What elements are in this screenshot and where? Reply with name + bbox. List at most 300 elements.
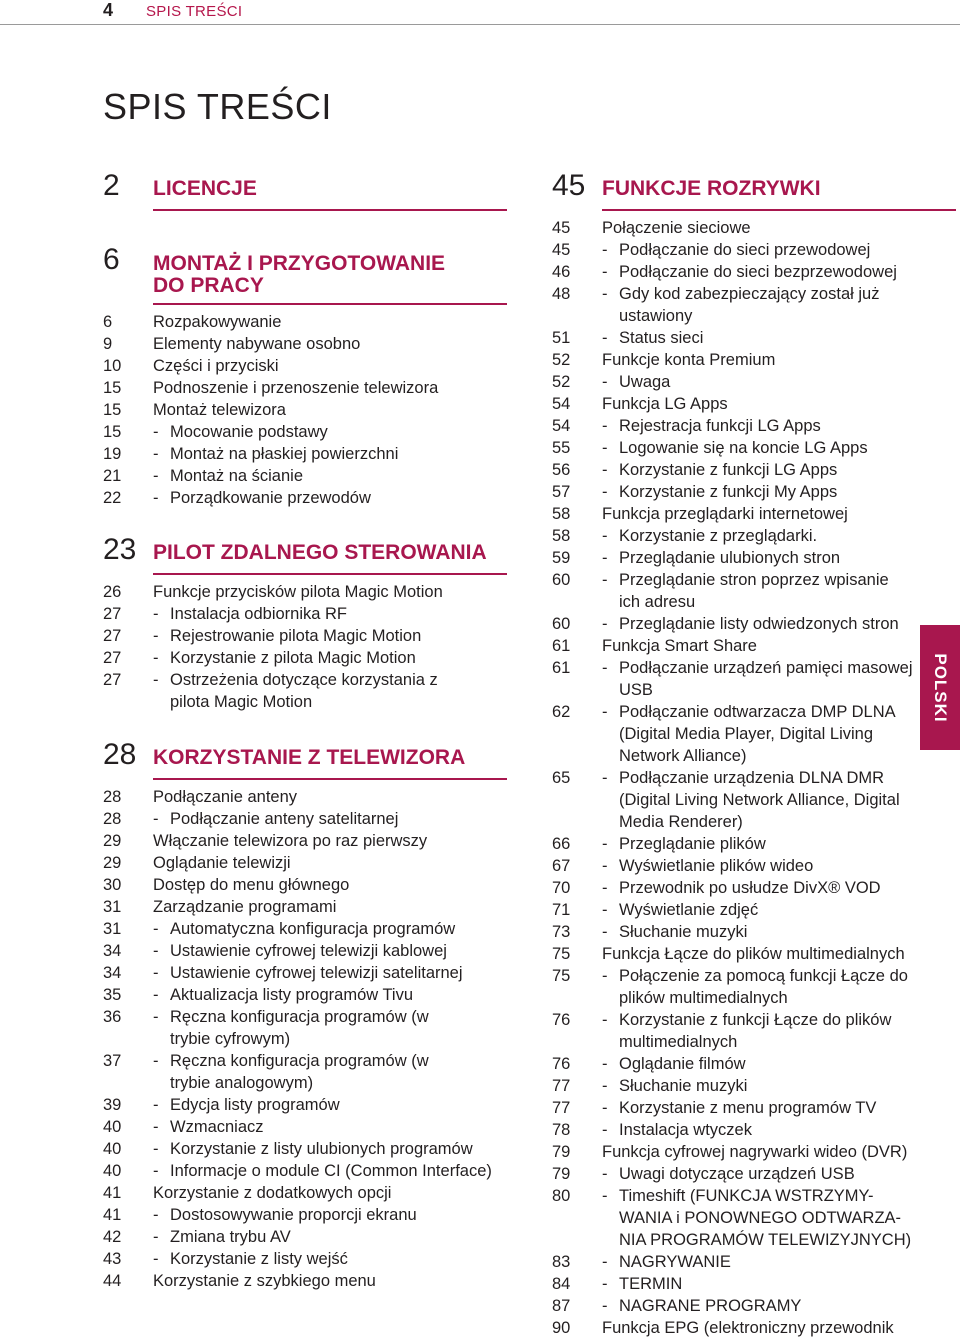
subentry-dash: - <box>602 1165 608 1183</box>
entry-text-wrap <box>153 669 513 713</box>
entry-label: Wyświetlanie zdjęć <box>619 901 759 919</box>
entry-text-wrap <box>602 1009 960 1053</box>
entry-page-number: 54 <box>552 395 571 413</box>
toc-entry[interactable] <box>103 852 513 874</box>
section-title[interactable]: MONTAŻ I PRZYGOTOWANIE DO PRACY <box>153 252 446 297</box>
toc-entry[interactable] <box>103 786 513 808</box>
toc-subentry[interactable] <box>103 1160 513 1182</box>
subentry-dash: - <box>602 923 608 941</box>
entry-text-wrap <box>602 1273 960 1295</box>
entry-label: Ręczna konfiguracja programów (w trybie cyfrowym) <box>170 1008 429 1048</box>
entry-label: Przeglądanie stron poprzez wpisanie ich adresu <box>619 571 889 611</box>
entry-label: Funkcja przeglądarki internetowej <box>602 505 848 523</box>
entry-page-number: 6 <box>103 313 113 331</box>
toc-subentry[interactable] <box>552 239 960 261</box>
toc-subentry[interactable] <box>103 1050 513 1094</box>
entry-label: Funkcje konta Premium <box>602 351 776 369</box>
entry-page-number: 28 <box>103 810 122 828</box>
entry-label: Oglądanie telewizji <box>153 854 291 872</box>
header-divider <box>0 24 960 25</box>
toc-subentry[interactable] <box>552 569 960 613</box>
subentry-dash: - <box>602 1121 608 1139</box>
toc-subentry[interactable] <box>103 984 513 1006</box>
toc-subentry[interactable] <box>552 855 960 877</box>
entry-label: Uwagi dotyczące urządzeń USB <box>619 1165 855 1183</box>
subentry-dash: - <box>153 1008 159 1026</box>
entry-text-wrap <box>153 962 513 984</box>
toc-entry[interactable] <box>103 581 513 603</box>
toc-subentry[interactable] <box>103 669 513 713</box>
toc-subentry[interactable] <box>552 767 960 833</box>
entry-label: Podłączanie do sieci bezprzewodowej <box>619 263 897 281</box>
subentry-dash: - <box>602 1297 608 1315</box>
toc-subentry[interactable] <box>103 918 513 940</box>
entry-label: Połączenie za pomocą funkcji Łącze do plików multimedialnych <box>619 967 908 1007</box>
entry-text-wrap <box>153 647 513 669</box>
entry-label: Podłączanie anteny <box>153 788 298 806</box>
toc-entry[interactable] <box>552 1141 960 1163</box>
entry-page-number: 84 <box>552 1275 571 1293</box>
toc-subentry[interactable] <box>552 525 960 547</box>
entry-text-wrap <box>602 1097 960 1119</box>
entry-page-number: 54 <box>552 417 571 435</box>
entry-page-number: 28 <box>103 788 122 806</box>
subentry-dash: - <box>602 1055 608 1073</box>
entry-label: Elementy nabywane osobno <box>153 335 361 353</box>
entry-page-number: 77 <box>552 1077 571 1095</box>
toc-subentry[interactable] <box>103 1204 513 1226</box>
toc-subentry[interactable] <box>552 1295 960 1317</box>
subentry-dash: - <box>153 810 159 828</box>
entry-text-wrap <box>153 896 513 918</box>
entry-page-number: 40 <box>103 1140 122 1158</box>
toc-subentry[interactable] <box>103 625 513 647</box>
entry-text-wrap <box>153 581 513 603</box>
entry-page-number: 40 <box>103 1162 122 1180</box>
entry-label: Timeshift (FUNKCJA WSTRZYMY- WANIA i PONOWNEGO ODTWARZA- NIA PROGRAMÓW TELEWIZYJNYCH) <box>619 1187 912 1249</box>
entry-label: Funkcja Smart Share <box>602 637 757 655</box>
toc-subentry[interactable] <box>103 1226 513 1248</box>
entry-text-wrap <box>602 1185 960 1251</box>
entry-page-number: 27 <box>103 649 122 667</box>
section-underline <box>153 573 507 575</box>
entry-text-wrap <box>153 625 513 647</box>
toc-subentry[interactable] <box>103 1138 513 1160</box>
entry-text-wrap <box>153 984 513 1006</box>
entry-label: Korzystanie z pilota Magic Motion <box>170 649 416 667</box>
page-title: SPIS TREŚCI <box>103 86 332 127</box>
entry-text-wrap <box>602 1295 960 1317</box>
entry-text-wrap <box>602 217 960 239</box>
entry-text-wrap <box>153 786 513 808</box>
toc-subentry[interactable] <box>103 465 513 487</box>
toc-subentry[interactable] <box>103 603 513 625</box>
subentry-dash: - <box>602 879 608 897</box>
entry-text-wrap <box>153 1050 513 1094</box>
entry-label: Aktualizacja listy programów Tivu <box>170 986 414 1004</box>
entry-label: Korzystanie z listy wejść <box>170 1250 348 1268</box>
toc-subentry[interactable] <box>552 921 960 943</box>
subentry-dash: - <box>602 527 608 545</box>
toc-subentry[interactable] <box>552 261 960 283</box>
subentry-dash: - <box>602 1077 608 1095</box>
entry-page-number: 52 <box>552 373 571 391</box>
entry-label: Korzystanie z funkcji Łącze do plików multimedialnych <box>619 1011 892 1051</box>
entry-page-number: 26 <box>103 583 122 601</box>
entry-page-number: 21 <box>103 467 122 485</box>
toc-entry[interactable] <box>552 635 960 657</box>
entry-label: Ustawienie cyfrowej telewizji satelitarnej <box>170 964 463 982</box>
toc-entry[interactable] <box>103 377 513 399</box>
entry-label: Uwaga <box>619 373 671 391</box>
entry-page-number: 34 <box>103 964 122 982</box>
entry-text-wrap <box>602 503 960 525</box>
toc-subentry[interactable] <box>552 1119 960 1141</box>
toc-subentry[interactable] <box>552 1251 960 1273</box>
entry-label: Podłączanie anteny satelitarnej <box>170 810 399 828</box>
entry-label: Oglądanie filmów <box>619 1055 746 1073</box>
toc-subentry[interactable] <box>552 371 960 393</box>
section-heading <box>103 243 513 305</box>
entry-text-wrap <box>153 443 513 465</box>
entry-label: Mocowanie podstawy <box>170 423 328 441</box>
toc-entry[interactable] <box>103 333 513 355</box>
entry-text-wrap <box>602 965 960 1009</box>
subentry-dash: - <box>602 571 608 589</box>
toc-subentry[interactable] <box>552 1163 960 1185</box>
entry-page-number: 31 <box>103 920 122 938</box>
entry-text-wrap <box>153 1138 513 1160</box>
entry-text-wrap <box>602 1163 960 1185</box>
subentry-dash: - <box>602 373 608 391</box>
toc-entry[interactable] <box>552 393 960 415</box>
entry-page-number: 29 <box>103 832 122 850</box>
entry-page-number: 60 <box>552 571 571 589</box>
entry-label: Wzmacniacz <box>170 1118 264 1136</box>
entry-label: Automatyczna konfiguracja programów <box>170 920 456 938</box>
entry-label: Zmiana trybu AV <box>170 1228 291 1246</box>
subentry-dash: - <box>602 703 608 721</box>
subentry-dash: - <box>602 659 608 677</box>
entry-page-number: 46 <box>552 263 571 281</box>
section-page-number[interactable]: 45 <box>552 169 586 202</box>
section-heading <box>103 171 513 211</box>
entry-page-number: 76 <box>552 1055 571 1073</box>
entry-page-number: 36 <box>103 1008 122 1026</box>
toc-entry[interactable] <box>103 355 513 377</box>
entry-label: Części i przyciski <box>153 357 279 375</box>
entry-text-wrap <box>602 459 960 481</box>
entry-text-wrap <box>153 808 513 830</box>
entry-page-number: 51 <box>552 329 571 347</box>
entry-page-number: 77 <box>552 1099 571 1117</box>
toc-section <box>552 171 960 1339</box>
entry-page-number: 42 <box>103 1228 122 1246</box>
entry-text-wrap <box>602 899 960 921</box>
subentry-dash: - <box>602 769 608 787</box>
toc-subentry[interactable] <box>552 415 960 437</box>
toc-subentry[interactable] <box>552 459 960 481</box>
entry-label: Funkcja cyfrowej nagrywarki wideo (DVR) <box>602 1143 908 1161</box>
entry-page-number: 31 <box>103 898 122 916</box>
entry-text-wrap <box>153 1270 513 1292</box>
entry-page-number: 55 <box>552 439 571 457</box>
entry-page-number: 61 <box>552 659 571 677</box>
subentry-dash: - <box>153 1140 159 1158</box>
entry-label: Montaż na płaskiej powierzchni <box>170 445 399 463</box>
entry-text-wrap <box>153 399 513 421</box>
entry-text-wrap <box>602 327 960 349</box>
entry-text-wrap <box>602 635 960 657</box>
entry-label: Funkcje przycisków pilota Magic Motion <box>153 583 443 601</box>
subentry-dash: - <box>153 1228 159 1246</box>
toc-entry[interactable] <box>552 943 960 965</box>
entry-page-number: 44 <box>103 1272 122 1290</box>
entry-page-number: 41 <box>103 1206 122 1224</box>
language-tab-label: POLSKI <box>931 652 950 723</box>
entry-label: Korzystanie z przeglądarki. <box>619 527 818 545</box>
subentry-dash: - <box>153 1250 159 1268</box>
entry-label: Włączanie telewizora po raz pierwszy <box>153 832 428 850</box>
section-heading <box>103 535 513 575</box>
toc-section <box>103 740 513 1292</box>
entry-page-number: 60 <box>552 615 571 633</box>
entry-label: Podłączanie odtwarzacza DMP DLNA (Digital Media Player, Digital Living Network Alliance) <box>619 703 896 765</box>
section-title[interactable]: FUNKCJE ROZRYWKI <box>602 177 821 200</box>
entry-page-number: 9 <box>103 335 113 353</box>
toc-entry[interactable] <box>552 503 960 525</box>
entry-text-wrap <box>153 1116 513 1138</box>
toc-subentry[interactable] <box>552 481 960 503</box>
entry-page-number: 37 <box>103 1052 122 1070</box>
toc-subentry[interactable] <box>103 962 513 984</box>
toc-subentry[interactable] <box>552 283 960 327</box>
subentry-dash: - <box>602 1187 608 1205</box>
subentry-dash: - <box>602 835 608 853</box>
entry-text-wrap <box>153 603 513 625</box>
toc-subentry[interactable] <box>103 1116 513 1138</box>
entry-text-wrap <box>602 239 960 261</box>
entry-page-number: 10 <box>103 357 122 375</box>
entry-page-number: 90 <box>552 1319 571 1337</box>
section-underline <box>153 303 507 305</box>
section-page-number[interactable]: 23 <box>103 533 137 566</box>
toc-entry[interactable] <box>103 1182 513 1204</box>
toc-entry[interactable] <box>552 217 960 239</box>
entry-text-wrap <box>153 377 513 399</box>
entry-label: Słuchanie muzyki <box>619 1077 748 1095</box>
toc-entry[interactable] <box>552 349 960 371</box>
toc-subentry[interactable] <box>103 1094 513 1116</box>
entry-text-wrap <box>602 547 960 569</box>
entry-list <box>103 311 513 509</box>
entry-label: Rejestrowanie pilota Magic Motion <box>170 627 422 645</box>
entry-label: Ustawienie cyfrowej telewizji kablowej <box>170 942 447 960</box>
toc-section <box>103 171 513 211</box>
entry-label: Wyświetlanie plików wideo <box>619 857 814 875</box>
toc-subentry[interactable] <box>103 1248 513 1270</box>
entry-page-number: 75 <box>552 945 571 963</box>
toc-subentry[interactable] <box>552 701 960 767</box>
entry-page-number: 15 <box>103 401 122 419</box>
toc-subentry[interactable] <box>552 877 960 899</box>
section-underline <box>153 778 507 780</box>
entry-text-wrap <box>602 1119 960 1141</box>
entry-text-wrap <box>153 1160 513 1182</box>
toc-subentry[interactable] <box>103 487 513 509</box>
entry-text-wrap <box>602 1075 960 1097</box>
toc-entry[interactable] <box>103 399 513 421</box>
entry-label: Połączenie sieciowe <box>602 219 751 237</box>
toc-subentry[interactable] <box>552 547 960 569</box>
toc-section <box>103 243 513 509</box>
subentry-dash: - <box>602 1099 608 1117</box>
subentry-dash: - <box>153 627 159 645</box>
toc-subentry[interactable] <box>552 1053 960 1075</box>
toc-subentry[interactable] <box>552 965 960 1009</box>
section-page-number[interactable]: 6 <box>103 243 120 276</box>
toc-subentry[interactable] <box>103 940 513 962</box>
entry-label: NAGRANE PROGRAMY <box>619 1297 802 1315</box>
toc-subentry[interactable] <box>103 421 513 443</box>
entry-page-number: 34 <box>103 942 122 960</box>
toc-subentry[interactable] <box>552 327 960 349</box>
toc-subentry[interactable] <box>103 443 513 465</box>
entry-label: Porządkowanie przewodów <box>170 489 371 507</box>
entry-text-wrap <box>602 1141 960 1163</box>
entry-page-number: 30 <box>103 876 122 894</box>
toc-subentry[interactable] <box>552 1009 960 1053</box>
entry-label: Logowanie się na koncie LG Apps <box>619 439 868 457</box>
section-underline <box>602 209 956 211</box>
entry-text-wrap <box>602 415 960 437</box>
entry-label: Korzystanie z listy ulubionych programów <box>170 1140 473 1158</box>
entry-text-wrap <box>602 767 960 833</box>
entry-page-number: 70 <box>552 879 571 897</box>
entry-text-wrap <box>153 355 513 377</box>
entry-label: Rejestracja funkcji LG Apps <box>619 417 821 435</box>
page-number: 4 <box>103 0 114 20</box>
toc-subentry[interactable] <box>103 1006 513 1050</box>
entry-text-wrap <box>602 349 960 371</box>
subentry-dash: - <box>153 605 159 623</box>
toc-entry[interactable] <box>103 874 513 896</box>
toc-subentry[interactable] <box>552 899 960 921</box>
subentry-dash: - <box>602 417 608 435</box>
entry-text-wrap <box>602 437 960 459</box>
entry-page-number: 19 <box>103 445 122 463</box>
entry-page-number: 45 <box>552 219 571 237</box>
entry-page-number: 52 <box>552 351 571 369</box>
toc-subentry[interactable] <box>552 613 960 635</box>
subentry-dash: - <box>153 920 159 938</box>
entry-page-number: 67 <box>552 857 571 875</box>
entry-label: Edycja listy programów <box>170 1096 340 1114</box>
entry-label: Podłączanie do sieci przewodowej <box>619 241 871 259</box>
subentry-dash: - <box>153 1206 159 1224</box>
toc-subentry[interactable] <box>552 1185 960 1251</box>
entry-text-wrap <box>153 1226 513 1248</box>
toc-subentry[interactable] <box>103 808 513 830</box>
subentry-dash: - <box>602 263 608 281</box>
toc-entry[interactable] <box>103 1270 513 1292</box>
entry-label: Podnoszenie i przenoszenie telewizora <box>153 379 439 397</box>
subentry-dash: - <box>602 1011 608 1029</box>
entry-label: Przeglądanie plików <box>619 835 766 853</box>
entry-page-number: 73 <box>552 923 571 941</box>
toc-subentry[interactable] <box>552 833 960 855</box>
entry-text-wrap <box>602 613 960 635</box>
entry-page-number: 87 <box>552 1297 571 1315</box>
entry-page-number: 48 <box>552 285 571 303</box>
entry-text-wrap <box>153 1248 513 1270</box>
entry-text-wrap <box>602 1251 960 1273</box>
subentry-dash: - <box>602 285 608 303</box>
entry-label: Korzystanie z dodatkowych opcji <box>153 1184 392 1202</box>
entry-page-number: 79 <box>552 1143 571 1161</box>
entry-label: Instalacja odbiornika RF <box>170 605 348 623</box>
entry-page-number: 61 <box>552 637 571 655</box>
entry-page-number: 65 <box>552 769 571 787</box>
entry-label: Gdy kod zabezpieczający został już ustawiony <box>619 285 880 325</box>
toc-subentry[interactable] <box>552 657 960 701</box>
entry-label: NAGRYWANIE <box>619 1253 731 1271</box>
entry-text-wrap <box>153 940 513 962</box>
subentry-dash: - <box>153 942 159 960</box>
entry-text-wrap <box>153 918 513 940</box>
entry-text-wrap <box>602 525 960 547</box>
toc-entry[interactable] <box>103 830 513 852</box>
entry-text-wrap <box>602 921 960 943</box>
toc-subentry[interactable] <box>552 437 960 459</box>
entry-page-number: 58 <box>552 527 571 545</box>
entry-label: Korzystanie z funkcji My Apps <box>619 483 838 501</box>
toc-subentry[interactable] <box>552 1075 960 1097</box>
entry-page-number: 29 <box>103 854 122 872</box>
section-title[interactable]: KORZYSTANIE Z TELEWIZORA <box>153 746 466 769</box>
entry-page-number: 79 <box>552 1165 571 1183</box>
subentry-dash: - <box>602 857 608 875</box>
section-title[interactable]: PILOT ZDALNEGO STEROWANIA <box>153 541 487 564</box>
entry-page-number: 27 <box>103 605 122 623</box>
toc-entry[interactable] <box>103 311 513 333</box>
section-heading <box>103 740 513 780</box>
subentry-dash: - <box>153 489 159 507</box>
toc-subentry[interactable] <box>103 647 513 669</box>
entry-text-wrap <box>153 830 513 852</box>
entry-text-wrap <box>602 1053 960 1075</box>
entry-page-number: 83 <box>552 1253 571 1271</box>
subentry-dash: - <box>153 467 159 485</box>
toc-subentry[interactable] <box>552 1273 960 1295</box>
toc-entry[interactable] <box>103 896 513 918</box>
entry-label: Ręczna konfiguracja programów (w trybie analogowym) <box>170 1052 429 1092</box>
entry-label: Podłączanie urządzenia DLNA DMR (Digital Living Network Alliance, Digital Media Renderer) <box>619 769 900 831</box>
entry-text-wrap <box>153 333 513 355</box>
section-title[interactable]: LICENCJE <box>153 177 257 200</box>
entry-page-number: 59 <box>552 549 571 567</box>
entry-text-wrap <box>602 701 960 767</box>
toc-subentry[interactable] <box>552 1097 960 1119</box>
section-page-number[interactable]: 28 <box>103 738 137 771</box>
subentry-dash: - <box>153 1118 159 1136</box>
subentry-dash: - <box>153 1162 159 1180</box>
subentry-dash: - <box>153 671 159 689</box>
section-page-number[interactable]: 2 <box>103 169 120 202</box>
subentry-dash: - <box>602 1275 608 1293</box>
toc-section <box>103 535 513 713</box>
entry-text-wrap <box>602 393 960 415</box>
